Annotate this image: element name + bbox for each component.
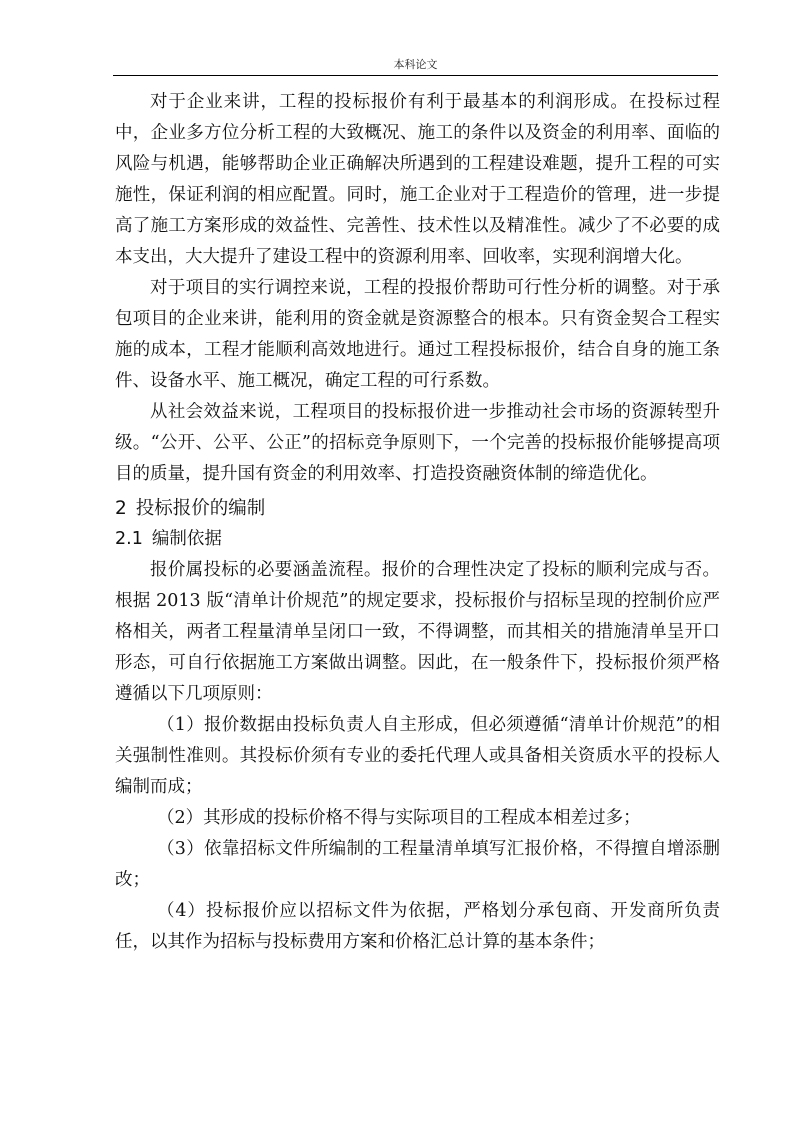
- header-title: 本科论文: [393, 58, 438, 71]
- section-number: 2: [115, 498, 127, 519]
- page-header: [113, 53, 718, 76]
- list-item: （4）投标报价应以招标文件为依据，严格划分承包商、开发商所负责任，以其作为招标与投标费用方案和价格汇总计算的基本条件；: [115, 901, 720, 952]
- list-item: （1）报价数据由投标负责人自主形成，但必须遵循“清单计价规范”的相关强制性准则。其投标价须有专业的委托代理人或具备相关资质水平的投标人编制而成；: [115, 715, 720, 797]
- paragraph-project-control: 对于项目的实行调控来说，工程的投报价帮助可行性分析的调整。对于承包项目的企业来讲，能利用的资金就是资源整合的根本。只有资金契合工程实施的成本，工程才能顺利高效地进行。通过工程投标报价，结合自身的施工条件、设备水平、施工概况，确定工程的可行系数。: [115, 278, 720, 391]
- section-title: 投标报价的编制: [135, 498, 266, 519]
- subsection-title: 编制依据: [151, 529, 222, 549]
- subsection-heading: [115, 524, 720, 555]
- list-item: （3）依靠招标文件所编制的工程量清单填写汇报价格，不得擅自增添删改；: [115, 839, 720, 890]
- section-heading: [115, 493, 720, 524]
- paragraph-basis-intro: 报价属投标的必要涵盖流程。报价的合理性决定了投标的顺利完成与否。根据 2013 版“清单计价规范”的规定要求，投标报价与招标呈现的控制价应严格相关，两者工程量清单呈闭口一致，不得调整，而其相关的措施清单呈开口形态，可自行依据施工方案做出调整。因此，在一般条件下，投标报价须严格遵循以下几项原则：: [115, 560, 720, 704]
- paragraph-enterprise-benefit: 对于企业来讲，工程的投标报价有利于最基本的利润形成。在投标过程中，企业多方位分析工程的大致概况、施工的条件以及资金的利用率、面临的风险与机遇，能够帮助企业正确解决所遇到的工程建设难题，提升工程的可实施性，保证利润的相应配置。同时，施工企业对于工程造价的管理，进一步提高了施工方案形成的效益性、完善性、技术性以及精准性。减少了不必要的成本支出，大大提升了建设工程中的资源利用率、回收率，实现利润增大化。: [115, 92, 720, 267]
- document-body: [115, 87, 720, 958]
- list-item: （2）其形成的投标价格不得与实际项目的工程成本相差过多；: [157, 808, 641, 828]
- paragraph-social-benefit: 从社会效益来说，工程项目的投标报价进一步推动社会市场的资源转型升级。“公开、公平、公正”的招标竞争原则下，一个完善的投标报价能够提高项目的质量，提升国有资金的利用效率、打造投资融资体制的缔造优化。: [115, 402, 720, 484]
- subsection-number: 2.1: [115, 529, 143, 549]
